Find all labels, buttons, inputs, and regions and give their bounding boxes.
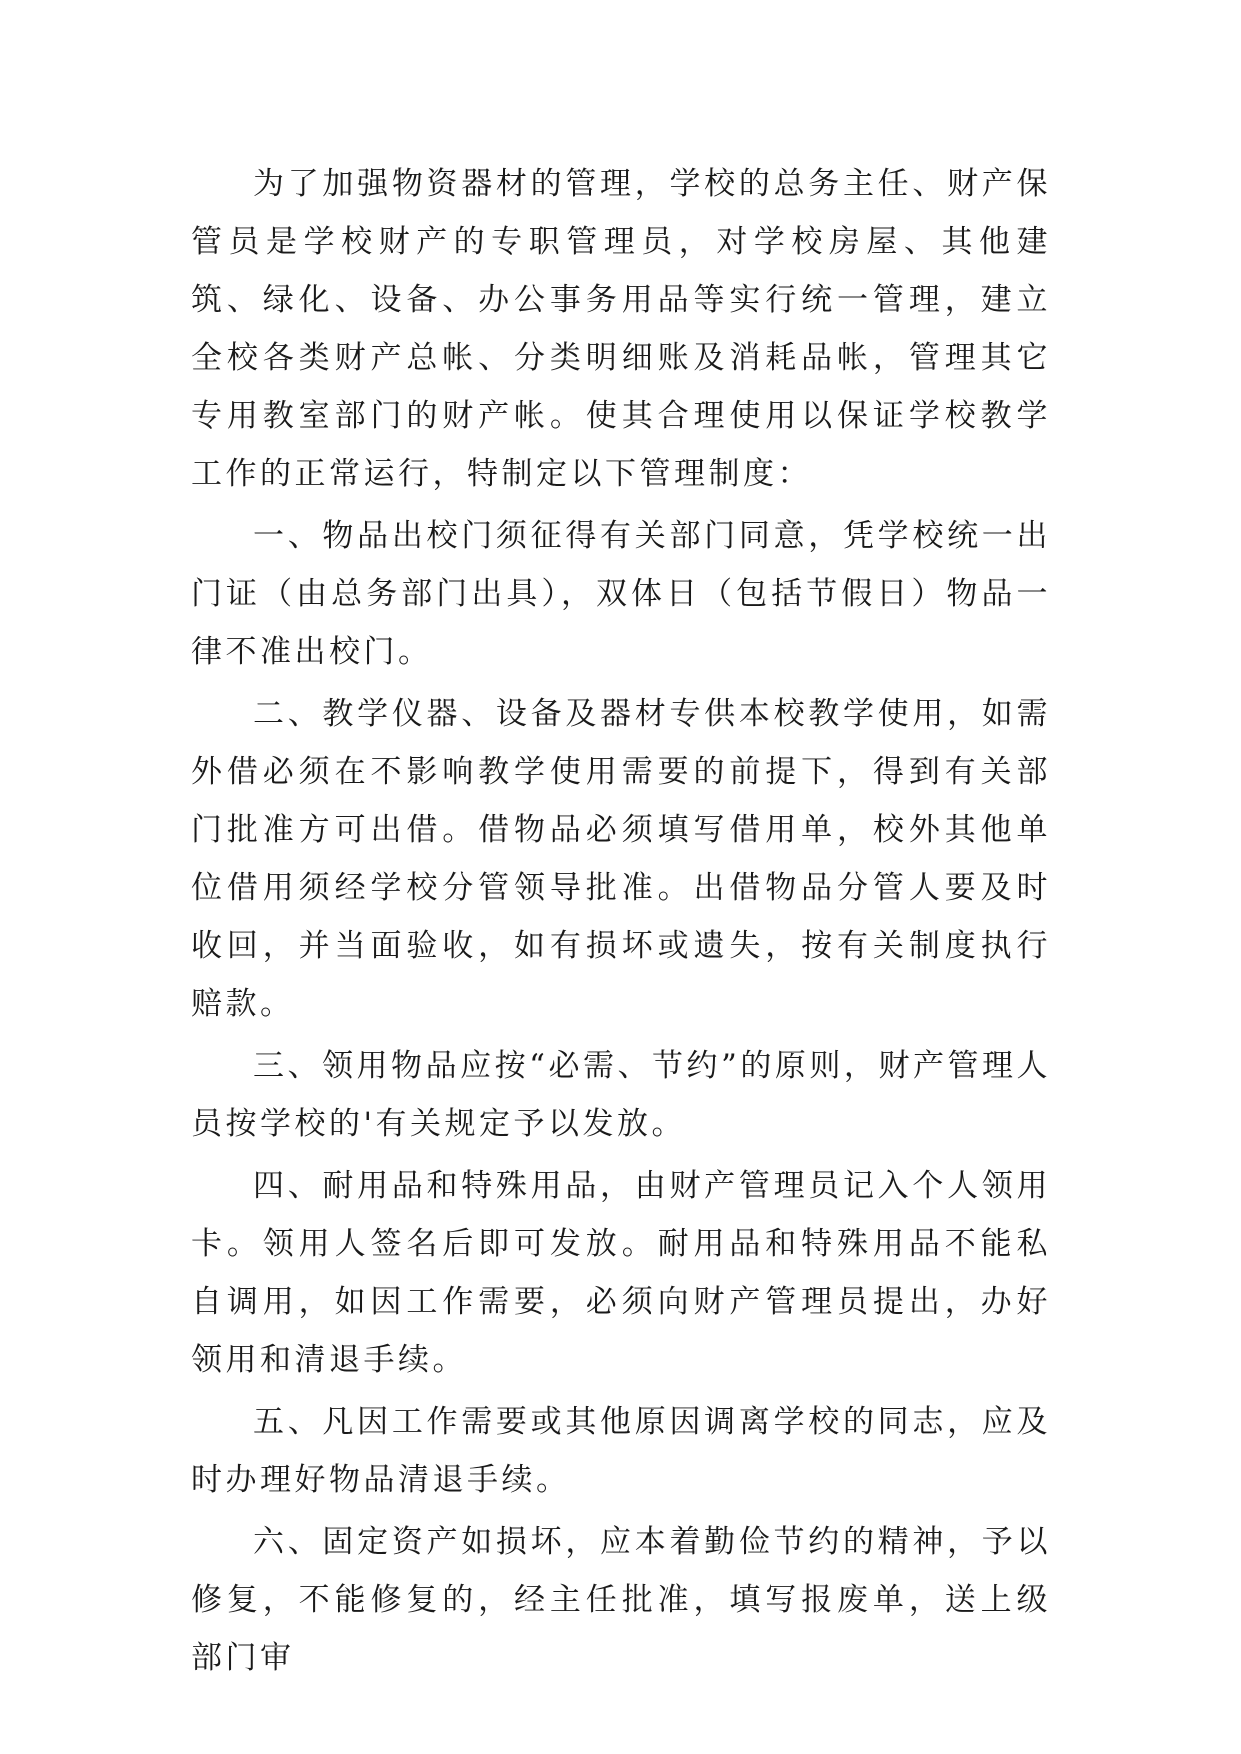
paragraph-rule-5: 五、凡因工作需要或其他原因调离学校的同志，应及时办理好物品清退手续。 <box>191 1404 1051 1498</box>
paragraph-rule-4: 四、耐用品和特殊用品，由财产管理员记入个人领用卡。领用人签名后即可发放。耐用品和特殊用品不能私自调用，如因工作需要，必须向财产管理员提出，办好领用和清退手续。 <box>191 1168 1051 1378</box>
paragraph-rule-1: 一、物品出校门须征得有关部门同意，凭学校统一出门证（由总务部门出具），双体日（包括节假日）物品一律不准出校门。 <box>191 518 1051 670</box>
paragraph-intro: 为了加强物资器材的管理，学校的总务主任、财产保管员是学校财产的专职管理员，对学校房屋、其他建筑、绿化、设备、办公事务用品等实行统一管理，建立全校各类财产总帐、分类明细账及消耗品帐，管理其它专用教室部门的财产帐。使其合理使用以保证学校教学工作的正常运行，特制定以下管理制度： <box>191 166 1051 492</box>
paragraph-rule-2: 二、教学仪器、设备及器材专供本校教学使用，如需外借必须在不影响教学使用需要的前提下，得到有关部门批准方可出借。借物品必须填写借用单，校外其他单位借用须经学校分管领导批准。出借物品分管人要及时收回，并当面验收，如有损坏或遗失，按有关制度执行赔款。 <box>191 696 1051 1022</box>
document-body <box>191 155 1051 1687</box>
paragraph-rule-6: 六、固定资产如损坏，应本着勤俭节约的精神，予以修复，不能修复的，经主任批准，填写报废单，送上级部门审 <box>191 1524 1051 1676</box>
paragraph-rule-3: 三、领用物品应按“必需、节约”的原则，财产管理人员按学校的'有关规定予以发放。 <box>191 1048 1051 1142</box>
